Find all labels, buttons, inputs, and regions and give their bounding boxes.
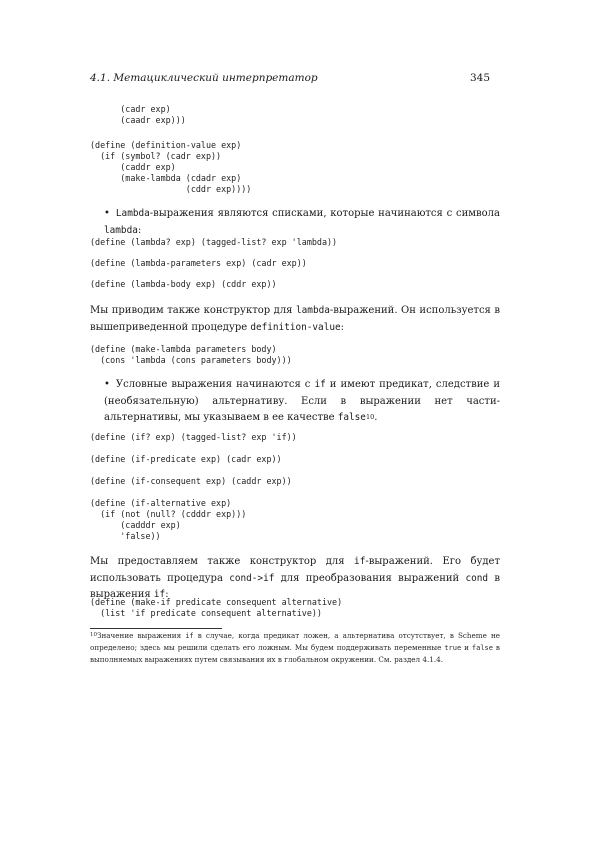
bullet-dot: • bbox=[104, 379, 110, 390]
inline-code: lambda bbox=[296, 305, 330, 316]
inline-code: if bbox=[354, 556, 366, 567]
bullet-text: -выражения являются списками, которые начинаются с символа bbox=[149, 208, 500, 219]
code-block-lambda-parameters: (define (lambda-parameters exp) (cadr exp)) bbox=[90, 258, 307, 268]
code-block-if-alternative: (define (if-alternative exp) (if (not (null? (cdddr exp))) (cadddr exp) 'false)) bbox=[90, 498, 247, 541]
paragraph-make-lambda: Мы приводим также конструктор для lambda-выражений. Он используется в вышеприведенной процедуре definition-value: bbox=[90, 305, 501, 333]
code-block-make-lambda: (define (make-lambda parameters body) (cons 'lambda (cons parameters body))) bbox=[90, 344, 292, 365]
code-block-lambda-predicate: (define (lambda? exp) (tagged-list? exp 'lambda)) bbox=[90, 237, 338, 247]
bullet-text: : bbox=[137, 224, 142, 236]
inline-code: lambda bbox=[104, 224, 138, 236]
inline-code: cond bbox=[465, 572, 489, 584]
paragraph-make-if: Мы предоставляем также конструктор для if-выражений. Его будет использовать процедура cond->if для преобразования выражений cond в выражения if: bbox=[90, 556, 500, 600]
inline-code: Lambda bbox=[115, 208, 150, 219]
bullet-lambda bbox=[90, 206, 500, 239]
code-block-if-consequent: (define (if-consequent exp) (caddr exp)) bbox=[90, 476, 292, 486]
bullet-if: • Условные выражения начинаются с if и имеют предикат, следствие и (необязательную) альтернативу. Если в выражении нет части-альтернативы, мы указываем в ее качестве false$^{10}$. bbox=[104, 379, 500, 423]
code-block-if-predicate-test: (define (if? exp) (tagged-list? exp 'if)) bbox=[90, 432, 297, 442]
footnote-rule bbox=[90, 628, 222, 629]
inline-code: false bbox=[471, 644, 493, 652]
section-title: 4.1. Метациклический интерпретатор bbox=[90, 72, 318, 84]
inline-code: cond->if bbox=[229, 572, 275, 584]
inline-code: definition-value bbox=[250, 321, 341, 333]
inline-code: true bbox=[444, 644, 462, 652]
code-block-definition-variable-tail: (cadr exp) (caadr exp))) bbox=[120, 104, 186, 125]
code-block-lambda-body: (define (lambda-body exp) (cddr exp)) bbox=[90, 279, 277, 289]
code-block-if-predicate: (define (if-predicate exp) (cadr exp)) bbox=[90, 454, 282, 464]
page-number: 345 bbox=[469, 72, 490, 84]
code-block-make-if: (define (make-if predicate consequent alternative) (list 'if predicate consequent alternative)) bbox=[90, 597, 343, 618]
footnote-number: 10 bbox=[90, 632, 97, 638]
inline-code: if bbox=[314, 379, 326, 390]
inline-code: if bbox=[153, 589, 166, 600]
footnote: $^{10}$Значение выражения if в случае, когда предикат ложен, а альтернатива отсутствует, в Scheme не определено; здесь мы решили сделать его ложным. Мы будем поддерживать переменные true и false в выполняемых выражениях путем связывания их в глобальном окружении. См. раздел 4.1.4. bbox=[90, 631, 500, 664]
inline-code: false bbox=[337, 412, 366, 423]
code-block-definition-value: (define (definition-value exp) (if (symbol? (cadr exp)) (caddr exp) (make-lambda (cdadr exp) (cddr exp)))) bbox=[90, 140, 252, 194]
footnote-marker: 10 bbox=[365, 413, 375, 421]
inline-code: if bbox=[185, 632, 194, 640]
running-header bbox=[90, 72, 490, 88]
bullet-dot: • bbox=[104, 208, 110, 219]
